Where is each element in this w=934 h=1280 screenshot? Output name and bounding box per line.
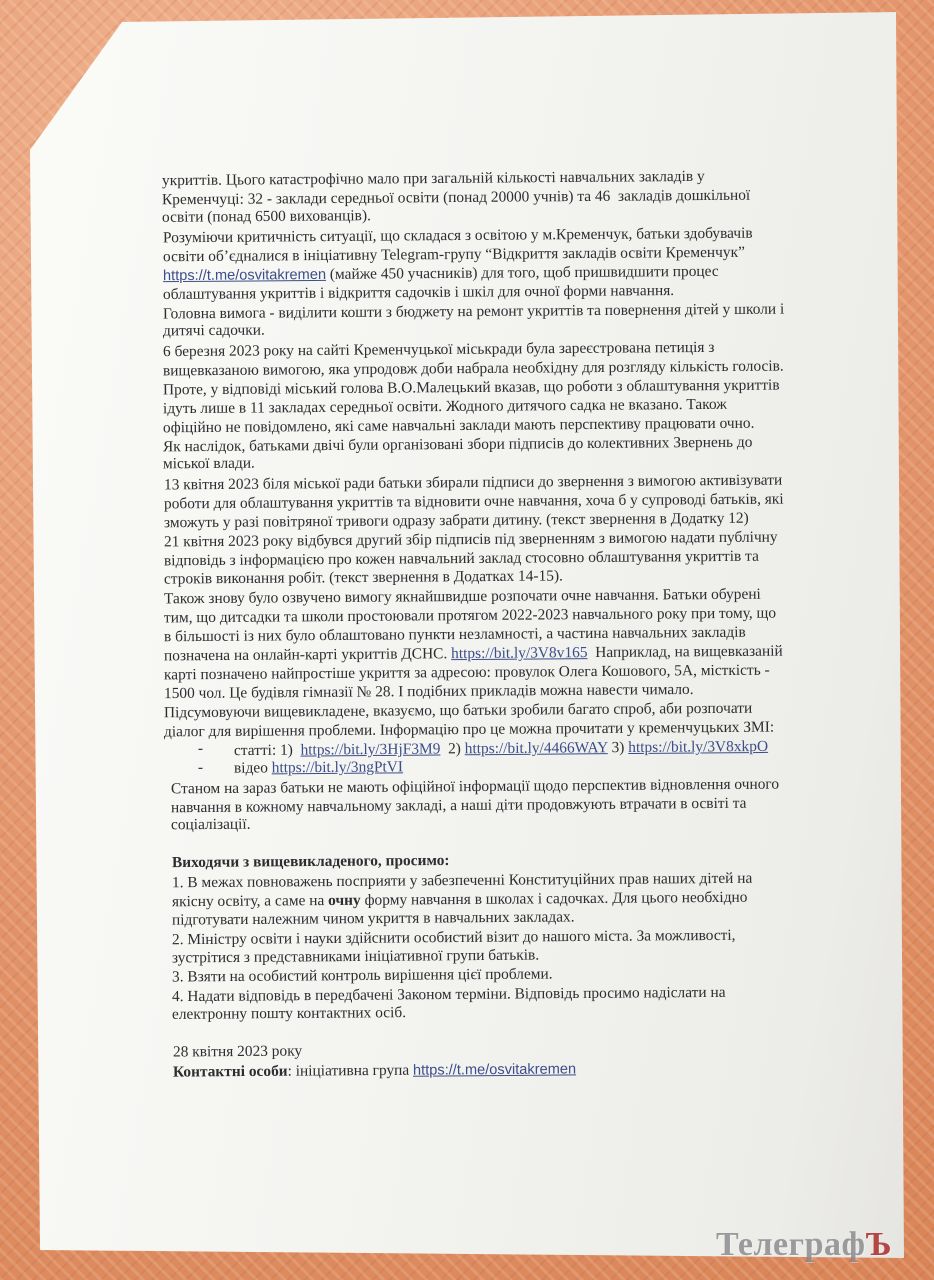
paragraph-4-line-5: офіційно не повідомлено, які саме навчальні заклади мають перспективу працювати очно. bbox=[162, 414, 755, 437]
paragraph-4-line-7: міської влади. bbox=[162, 454, 255, 473]
paragraph-8-line-2: діалог для вирішення проблеми. Інформацію про це можна прочитати у кременчуцьких ЗМІ: bbox=[163, 718, 775, 741]
contacts-text: ініціативна група bbox=[295, 1061, 414, 1080]
paragraph-4-line-3: Проте, у відповіді міський голова В.О.Малецький вказав, що роботи з облаштування укриттів bbox=[162, 376, 780, 399]
paragraph-1-line-2: Кременчуці: 32 - заклади середньої освіти (понад 20000 учнів) та 46 закладів дошкільної bbox=[161, 186, 751, 209]
dsns-map-link[interactable]: https://bit.ly/3V8v165 bbox=[451, 644, 588, 663]
article-link-3[interactable]: https://bit.ly/3V8xkpO bbox=[628, 737, 769, 757]
paragraph-6-line-3: строків виконання робіт. (текст звернення в Додатках 14-15). bbox=[163, 567, 563, 588]
bullet-articles bbox=[234, 738, 768, 760]
paragraph-3-line-2: дитячі садочки. bbox=[162, 321, 265, 340]
request-2-line-2: зустрітися з представниками ініціативної групи батьків. bbox=[171, 946, 540, 967]
paragraph-2-line-1: Розуміючи критичність ситуації, що складася з освітою у м.Кременчук, батьки здобувачів bbox=[162, 224, 753, 247]
paragraph-4-line-2: вищевказаною вимогою, яка упродовж доби набрала необхідну для розгляду кількість голосів. bbox=[162, 357, 784, 380]
document-date: 28 квітня 2023 року bbox=[172, 1042, 303, 1061]
paragraph-9-line-3: соціалізації. bbox=[170, 815, 251, 834]
request-1-bold-word: очну bbox=[328, 891, 361, 910]
paragraph-7-line-2: тим, що дитсадки та школи простоювали протягом 2022-2023 навчального року при тому, що bbox=[163, 604, 777, 627]
paragraph-1-line-3: освіти (понад 6500 вихованців). bbox=[161, 207, 371, 226]
paragraph-5-line-1: 13 квітня 2023 біля міської ради батьки збирали підписи до звернення з вимогою активізувати bbox=[163, 471, 783, 494]
paragraph-9-line-2: навчання в кожному навчальному закладі, а наші діти продовжують втрачати в освіті та bbox=[170, 794, 747, 817]
paragraph-2-line-4: облаштування укриттів і відкриття садочків і шкіл для очної форми навчання. bbox=[162, 281, 675, 304]
paragraph-7-line-4-text: позначена на онлайн-карті укриттів ДСНС. bbox=[163, 645, 452, 665]
request-1-line-1: 1. В межах повноважень посприяти у забезпеченні Конституційних прав наших дітей на bbox=[171, 869, 753, 892]
paragraph-9-line-1: Станом на зараз батьки не мають офіційної інформації щодо перспектив відновлення очного bbox=[170, 775, 780, 798]
paragraph-4-line-1: 6 березня 2023 року на сайті Кременчуцької міськради була зареєстрована петиція з bbox=[162, 338, 715, 361]
watermark-text: Телеграф bbox=[716, 1226, 866, 1263]
paragraph-7-line-3: в більшості із них було облаштовано пункти незламності, а частина навчальних закладів bbox=[163, 623, 746, 646]
paragraph-7-line-5: карті позначено найпростіше укриття за адресою: провулок Олега Кошового, 5А, місткість - bbox=[163, 661, 770, 684]
telegram-group-link[interactable]: https://t.me/osvitakremen bbox=[162, 266, 327, 285]
paragraph-3-line-1: Головна вимога - виділити кошти з бюджету на ремонт укриттів та повернення дітей у школи і bbox=[162, 300, 785, 323]
paragraph-5-line-3: зможуть у разі повітряної тривоги одразу забрати дитину. (текст звернення в Додатку 12) bbox=[163, 509, 749, 532]
request-3: 3. Взяти на особистий контроль вирішення цієї проблеми. bbox=[171, 965, 553, 986]
article-sep-2: 2) bbox=[440, 740, 465, 758]
paragraph-4-line-4: ідуть лише в 11 закладах середньої освіти. Жодного дитячого садка не вказано. Також bbox=[162, 395, 727, 418]
request-1-line-3: підготувати належним чином укриття в навчальних закладах. bbox=[171, 908, 575, 929]
paragraph-7-line-6: 1500 чол. Це будівля гімназії № 28. І подібних прикладів можна навести чимало. bbox=[163, 680, 694, 703]
video-link[interactable]: https://bit.ly/3ngPtVI bbox=[271, 758, 404, 777]
request-4-line-2: електронну пошту контактних осіб. bbox=[171, 1004, 407, 1023]
request-4-line-1: 4. Надати відповідь в передбачені Законом терміни. Відповідь просимо надіслати на bbox=[171, 983, 726, 1006]
paragraph-4-line-6: Як наслідок, батьками двічі були організовані збори підписів до колективних Звернень до bbox=[162, 433, 753, 456]
contacts-label: Контактні особи bbox=[172, 1062, 288, 1081]
request-2-line-1: 2. Міністру освіти і науки здійснити особистий візит до нашого міста. За можливості, bbox=[171, 926, 736, 949]
request-1-line-2-after: форму навчання в школах і садочках. Для цього необхідно bbox=[360, 888, 748, 909]
paragraph-6-line-2: відповідь з інформацією про кожен навчальний заклад стосовно облаштування укриттів та bbox=[163, 547, 759, 570]
watermark-mark: Ъ bbox=[865, 1226, 893, 1263]
paragraph-7-line-4-after: Наприклад, на вищевказаній bbox=[587, 642, 783, 662]
bullet-articles-dash: - bbox=[197, 739, 204, 758]
paragraph-5-line-2: роботи для облаштування укриттів та відновити очне навчання, хоча б у супроводі батьків, які bbox=[163, 490, 784, 513]
paragraph-7-line-1: Також знову було озвучено вимогу якнайшвидше розпочати очне навчання. Батьки обурені bbox=[163, 585, 761, 608]
request-1-line-2-before: якісну освіту, а саме на bbox=[171, 892, 329, 911]
bullet-video-dash: - bbox=[197, 758, 204, 777]
paragraph-2-line-3-text: (майже 450 учасників) для того, щоб пришвидшити процес bbox=[325, 262, 719, 283]
bullet-video bbox=[234, 758, 403, 777]
contacts-colon: : bbox=[287, 1062, 296, 1080]
bullet-articles-label: статті: 1) bbox=[233, 741, 301, 760]
paragraph-6-line-1: 21 квітня 2023 року відбувся другий збір підписів під зверненням з вимогою надати публічну bbox=[163, 528, 778, 551]
telegraf-watermark-logo bbox=[716, 1226, 892, 1264]
request-1-line-2 bbox=[172, 889, 748, 912]
article-sep-3: 3) bbox=[607, 739, 629, 757]
contacts-line bbox=[173, 1060, 576, 1081]
bullet-video-label: відео bbox=[233, 759, 272, 777]
contacts-telegram-link[interactable]: https://t.me/osvitakremen bbox=[412, 1061, 577, 1079]
paragraph-1-line-1: укриттів. Цього катастрофічно мало при загальній кількості навчальних закладів у bbox=[161, 167, 705, 190]
request-heading: Виходячи з вищевикладеного, просимо: bbox=[171, 851, 450, 872]
article-link-2[interactable]: https://bit.ly/4466WAY bbox=[464, 739, 608, 758]
paragraph-2-line-2: освіти об’єдналися в ініціативну Telegram-групу “Відкриття закладів освіти Кременчук” bbox=[162, 243, 745, 266]
paragraph-8-line-1: Підсумовуючи вищевикладене, вказуємо, що батьки зробили багато спроб, аби розпочати bbox=[163, 699, 753, 722]
article-link-1[interactable]: https://bit.ly/3HjF3M9 bbox=[300, 740, 441, 759]
